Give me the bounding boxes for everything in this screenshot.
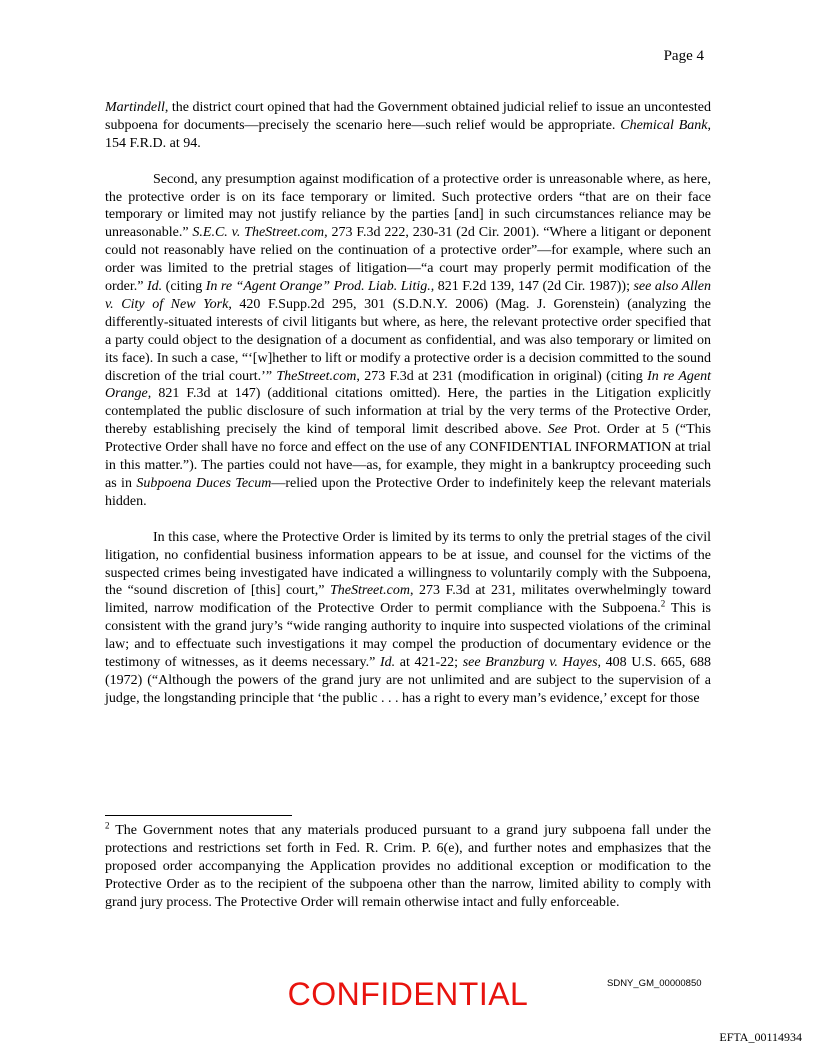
- text-run: , 420 F.Supp.2d 295, 301 (S.D.N.Y. 2006) (Mag. J. Gorenstein) (analyzing the differently-situated interests of civil litigants but where, as here, the relevant protective order specified that a party could object to the designation of a document as confidential, and was also temporary or limited on its face). In such a case, “‘[w]hether to lift or modify a protective order is a decision committed to the sound discretion of the trial court.’”: [105, 296, 711, 384]
- paragraph-continuation: [105, 99, 711, 153]
- citation-italic: Martindell: [105, 100, 165, 115]
- citation-italic: Chemical Bank: [620, 117, 708, 133]
- citation-italic: see also Allen v. City of New York: [105, 279, 712, 312]
- text-run: , 273 F.3d at 231 (modification in original) (citing: [356, 368, 648, 384]
- citation-italic: In re “Agent Orange” Prod. Liab. Litig.: [205, 279, 431, 295]
- bates-number-sdny: SDNY_GM_00000850: [607, 978, 702, 989]
- text-run: In this case, where the Protective Order is limited by its terms to only the pretrial stages of the civil litigation, no confidential business information appears to be at issue, and counsel for the victims of the suspected crimes being investigated have indicated a willingness to voluntarily comply with the Subpoena, the “sound discretion of [this] court,”: [105, 529, 711, 599]
- text-run: , 273 F.3d 222, 230-31 (2d Cir. 2001). “Where a litigant or deponent could not reasonably have relied on the continuation of a protective order”—for example, where such an order was limited to the pretrial stages of litigation—“a court may properly permit modification of the order.”: [105, 225, 711, 295]
- citation-italic: Id.: [379, 655, 396, 671]
- citation-italic: Id.: [147, 279, 163, 295]
- text-run: (citing: [162, 279, 206, 295]
- citation-italic: Subpoena Duces Tecum: [136, 476, 272, 492]
- footnote-marker: 2: [105, 820, 110, 831]
- confidential-stamp: CONFIDENTIAL: [287, 976, 529, 1012]
- footnote-text: The Government notes that any materials produced pursuant to a grand jury subpoena fall under the protections and restrictions set forth in Fed. R. Crim. P. 6(e), and further notes and emphasizes that the proposed order accompanying the Application provides no additional exception or modification to the Protective Order as to the recipient of the subpoena other than the narrow, limited ability to comply with grand jury process. The Protective Order will remain otherwise intact and fully enforceable.: [105, 823, 711, 910]
- text-run: at 421-22;: [395, 655, 463, 671]
- text-run: Prot. Order at 5 (“This Protective Order shall have no force and effect on the use of any CONFIDENTIAL INFORMATION at trial in this matter.”). The parties could not have—as, for example, they might in a bankruptcy proceeding such as in: [105, 422, 712, 492]
- citation-italic: TheStreet.com: [276, 368, 357, 384]
- text-run: , 821 F.2d 139, 147 (2d Cir. 1987));: [430, 279, 634, 295]
- citation-italic: see Branzburg v. Hayes: [462, 655, 598, 671]
- text-run: Second, any presumption against modification of a protective order is unreasonable where, as here, the protective order is on its face temporary or limited. Such protective orders “that are on their face temporary or limited may not justify reliance by the parties [and] in such circumstances reliance may be unreasonable.”: [105, 171, 711, 241]
- paragraph-second-presumption: [105, 171, 711, 511]
- text-run: , 154 F.R.D. at 94.: [105, 117, 712, 151]
- paragraph-in-this-case: [105, 529, 711, 708]
- text-run: , the district court opined that had the Government obtained judicial relief to issue an uncontested subpoena for documents—precisely the scenario here—such relief would be appropriate.: [105, 100, 711, 133]
- footnote: [105, 822, 711, 912]
- footnote-divider: [105, 815, 292, 816]
- page-number: Page 4: [663, 48, 704, 64]
- citation-italic: S.E.C. v. TheStreet.com: [192, 225, 325, 241]
- citation-italic: In re Agent Orange: [105, 368, 711, 402]
- bates-number-efta: EFTA_00114934: [719, 1030, 802, 1044]
- text-run: , 408 U.S. 665, 688 (1972) (“Although the powers of the grand jury are not unlimited and are subject to the supervision of a judge, the longstanding principle that ‘the public . . . has a right to every man’s evidence,’ except for those: [105, 655, 711, 706]
- citation-italic: TheStreet.com: [330, 583, 410, 599]
- text-run: —relied upon the Protective Order to indefinitely keep the relevant materials hidden.: [105, 476, 712, 509]
- footnote-ref: 2: [660, 598, 666, 609]
- text-run: , 821 F.3d at 147) (additional citations omitted). Here, the parties in the Litigation explicitly contemplated the public disclosure of such information at trial by the very terms of the Protective Order, thereby establishing precisely the kind of temporal limit described above.: [105, 386, 711, 438]
- text-run: , 273 F.3d at 231, militates overwhelmingly toward limited, narrow modification of the Protective Order to permit compliance with the Subpoena.: [105, 583, 711, 617]
- body-text: [105, 99, 711, 726]
- text-run: This is consistent with the grand jury’s “wide ranging authority to inquire into suspected violations of the criminal law; and to effectuate such investigations it may compel the production of documentary evidence or the testimony of witnesses, as it deems necessary.”: [105, 601, 712, 671]
- citation-italic: See: [547, 422, 568, 438]
